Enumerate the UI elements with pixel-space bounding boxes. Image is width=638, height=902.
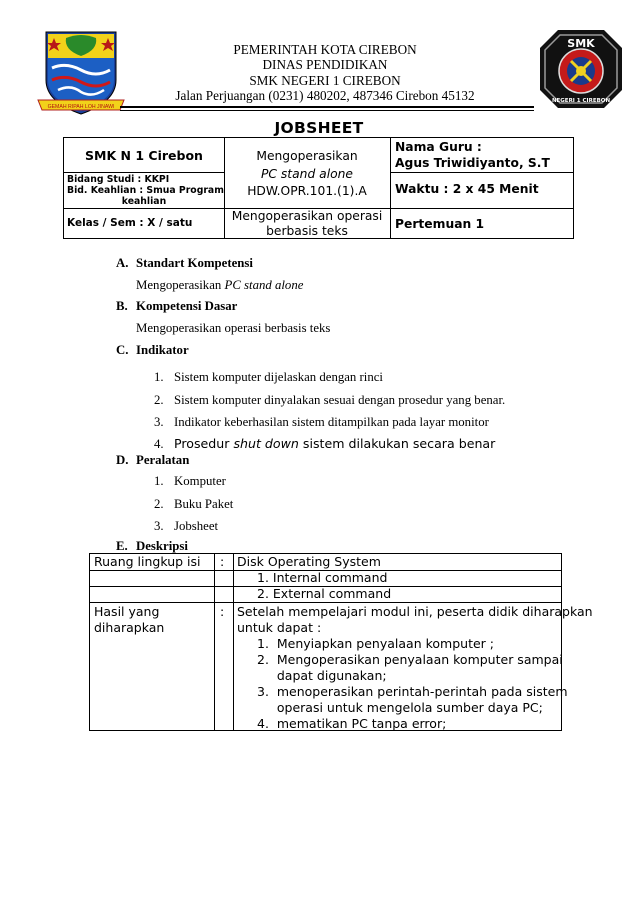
ruang-lingkup-label: Ruang lingkup isi [94,554,201,569]
subject-code: HDW.OPR.101.(1).A [247,184,367,198]
hasil-text: untuk dapat : [237,620,322,635]
document-title: JOBSHEET [274,119,364,137]
indikator-number: 1. [154,370,164,384]
meeting-number: Pertemuan 1 [395,217,485,231]
section-a-text-italic: PC stand alone [224,278,304,292]
section-e-label: E. [116,539,128,553]
letterhead-department: DINAS PENDIDIKAN [262,57,388,73]
svg-text:NEGERI 1 CIREBON: NEGERI 1 CIREBON [551,98,611,104]
smk-school-emblem-logo [538,28,624,110]
indikator-item: Sistem komputer dijelaskan dengan rinci [174,370,383,384]
indikator-item [174,436,495,451]
svg-text:GEMAH RIPAH LOH JINAWI: GEMAH RIPAH LOH JINAWI [47,104,115,110]
section-c-label: C. [116,343,129,357]
header-table-divider [390,138,391,238]
peralatan-item: Komputer [174,474,226,488]
hasil-label-line1: Hasil yang [94,604,160,619]
deskripsi-table-divider [214,554,215,730]
indikator-number: 2. [154,393,164,407]
section-b-text: Mengoperasikan operasi berbasis teks [136,321,331,335]
subject-line1: Mengoperasikan [256,149,358,163]
indikator-item4-italic: shut down [233,436,299,451]
section-a-text [136,278,303,293]
section-b-title: Kompetensi Dasar [136,299,238,313]
topic-line2: berbasis teks [266,224,348,238]
letterhead-school: SMK NEGERI 1 CIREBON [249,72,401,88]
row-colon: : [220,604,225,619]
row-colon: : [220,554,225,569]
section-d-label: D. [116,453,129,467]
hasil-item: 2. Mengoperasikan penyalaan komputer sampai [257,652,563,667]
hasil-item: 4. mematikan PC tanpa error; [257,716,447,731]
bidang-keahlian: Bid. Keahlian : Smua Program [67,185,224,196]
section-e-title: Deskripsi [136,539,188,553]
bidang-studi: Bidang Studi : KKPI [67,174,170,185]
deskripsi-table [89,553,593,731]
section-a-text-prefix: Mengoperasikan [136,278,225,292]
peralatan-number: 1. [154,474,164,488]
ruang-lingkup-item: 2. External command [257,586,392,601]
indikator-item4-prefix: Prosedur [174,436,234,451]
hasil-item: dapat digunakan; [257,668,387,683]
topic-line1: Mengoperasikan operasi [231,209,383,223]
peralatan-number: 3. [154,519,164,533]
indikator-number: 4. [154,437,164,451]
duration: Waktu : 2 x 45 Menit [395,182,539,196]
hasil-item: 3. menoperasikan perintah-perintah pada sistem [257,684,568,699]
section-c-title: Indikator [136,343,189,357]
school-name: SMK N 1 Cirebon [85,148,203,163]
teacher-label: Nama Guru : [395,140,482,154]
header-table-divider [390,172,573,173]
letterhead [140,42,510,104]
header-table-divider [64,172,224,173]
ruang-lingkup-value: Disk Operating System [237,554,381,569]
teacher-info [395,139,550,171]
deskripsi-table-divider [233,554,234,730]
letterhead-rule-thick [120,106,534,108]
peralatan-number: 2. [154,497,164,511]
hasil-item: operasi untuk mengelola sumber daya PC; [257,700,543,715]
subject-line2: PC stand alone [260,166,354,181]
peralatan-item: Buku Paket [174,497,234,511]
section-d-title: Peralatan [136,453,190,467]
kelas-semester: Kelas / Sem : X / satu [67,217,193,229]
indikator-item: Sistem komputer dinyalakan sesuai dengan prosedur yang benar. [174,393,506,407]
subject-title [224,148,390,201]
ruang-lingkup-item: 1. Internal command [257,570,388,585]
topic-title [224,209,390,239]
hasil-item: 1. Menyiapkan penyalaan komputer ; [257,636,494,651]
bidang-keahlian-continued: keahlian [121,196,167,207]
section-b-label: B. [116,299,128,313]
indikator-item: Indikator keberhasilan sistem ditampilkan pada layar monitor [174,415,489,429]
letterhead-government: PEMERINTAH KOTA CIREBON [233,42,417,57]
letterhead-address: Jalan Perjuangan (0231) 480202, 487346 Cirebon 45132 [175,88,475,104]
hasil-text: Setelah mempelajari modul ini, peserta didik diharapkan [237,604,593,619]
peralatan-item: Jobsheet [174,519,219,533]
indikator-item4-suffix: sistem dilakukan secara benar [298,436,496,451]
section-a-label: A. [116,256,129,270]
teacher-name: Agus Triwidiyanto, S.T [395,156,550,170]
section-a-title: Standart Kompetensi [136,256,253,270]
indikator-number: 3. [154,415,164,429]
hasil-label-line2: diharapkan [94,620,165,635]
cirebon-city-crest-logo [36,28,126,120]
letterhead-rule-thin [120,110,534,111]
svg-text:SMK: SMK [567,37,595,50]
header-table [63,137,574,239]
